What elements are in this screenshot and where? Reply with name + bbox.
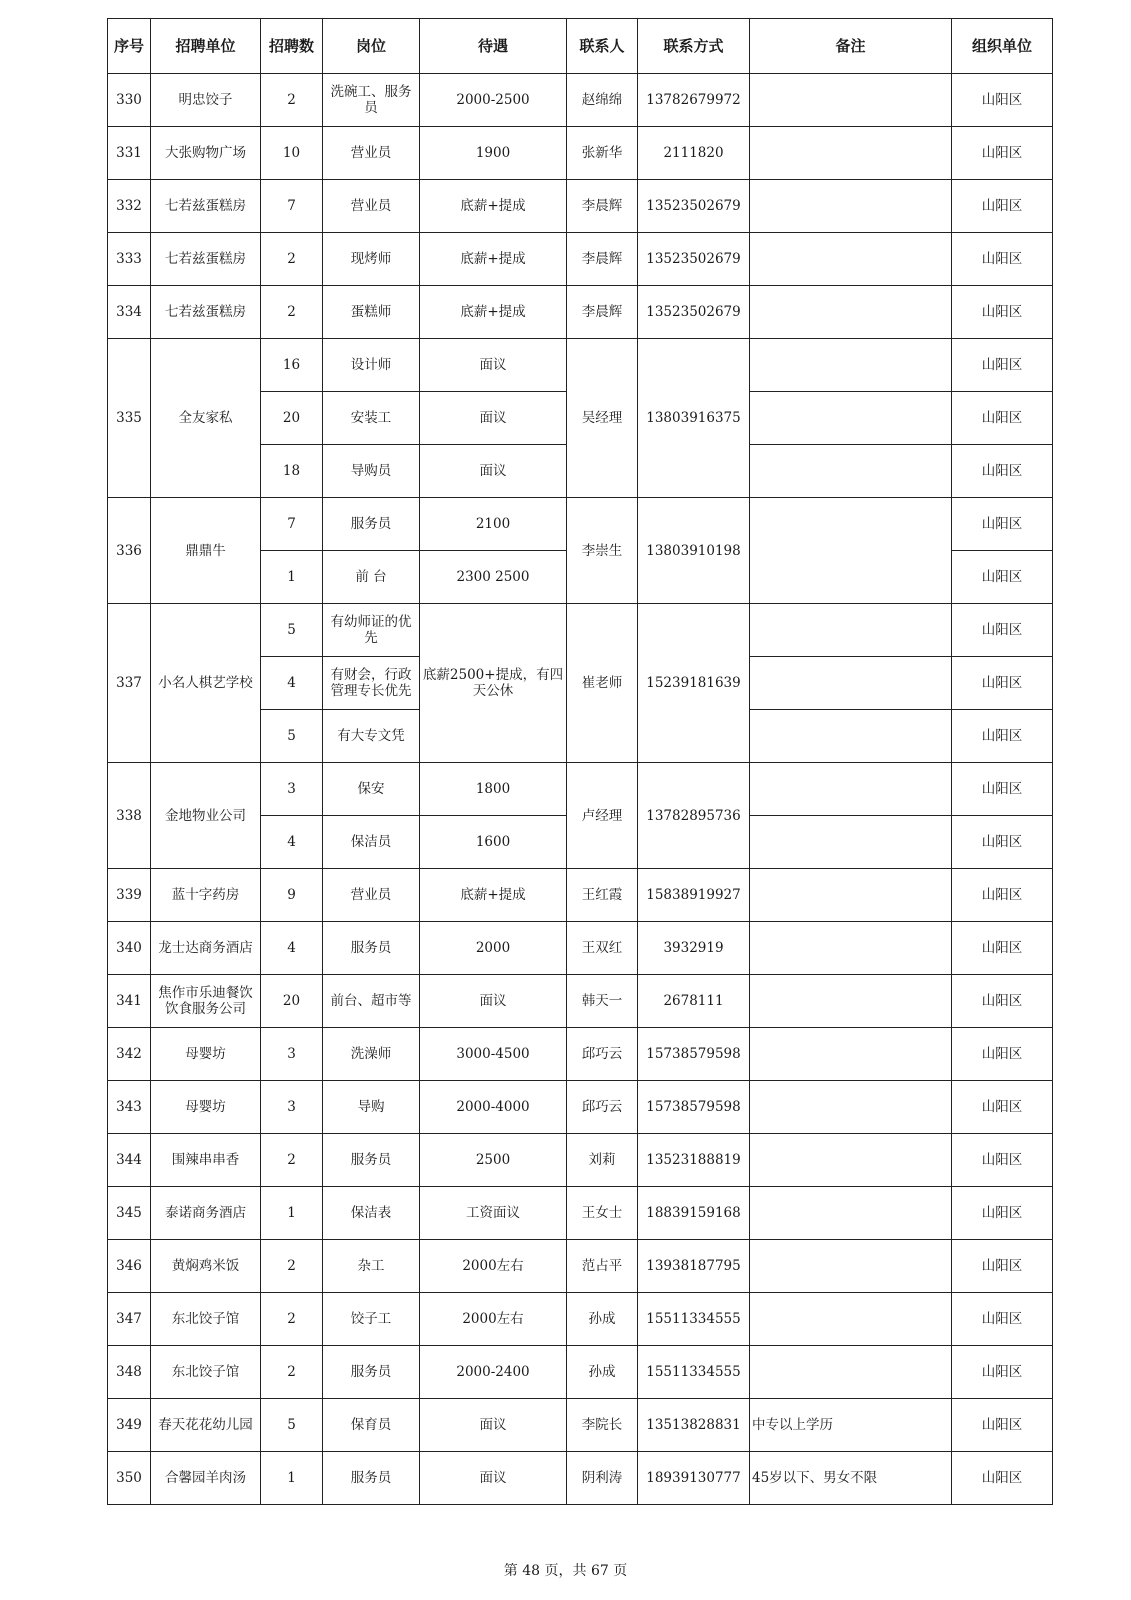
cell-post: 保育员 (323, 1399, 420, 1452)
cell-company: 合馨园羊肉汤 (151, 1452, 261, 1505)
cell-phone: 18839159168 (638, 1187, 750, 1240)
table-row (108, 1028, 1053, 1081)
cell-company: 全友家私 (151, 339, 261, 498)
cell-note (750, 445, 952, 498)
cell-post: 杂工 (323, 1240, 420, 1293)
cell-post: 营业员 (323, 180, 420, 233)
cell-org: 山阳区 (952, 127, 1053, 180)
cell-phone: 13782895736 (638, 763, 750, 869)
cell-count: 7 (261, 180, 323, 233)
cell-phone: 3932919 (638, 922, 750, 975)
cell-contact: 卢经理 (567, 763, 638, 869)
cell-note (750, 975, 952, 1028)
table-row (108, 1081, 1053, 1134)
header-phone: 联系方式 (638, 19, 750, 74)
cell-serial: 333 (108, 233, 151, 286)
cell-note: 45岁以下、男女不限 (750, 1452, 952, 1505)
cell-serial: 339 (108, 869, 151, 922)
cell-count: 3 (261, 1081, 323, 1134)
cell-pay: 1600 (420, 816, 567, 869)
cell-count: 4 (261, 922, 323, 975)
cell-contact: 李晨辉 (567, 180, 638, 233)
cell-org: 山阳区 (952, 1187, 1053, 1240)
cell-contact: 李晨辉 (567, 286, 638, 339)
cell-org: 山阳区 (952, 392, 1053, 445)
cell-contact: 崔老师 (567, 604, 638, 763)
cell-org: 山阳区 (952, 763, 1053, 816)
cell-phone: 18939130777 (638, 1452, 750, 1505)
cell-company: 七若兹蛋糕房 (151, 286, 261, 339)
cell-pay: 2000-2400 (420, 1346, 567, 1399)
cell-pay: 2500 (420, 1134, 567, 1187)
cell-company: 七若兹蛋糕房 (151, 180, 261, 233)
cell-contact: 刘莉 (567, 1134, 638, 1187)
table-row (108, 339, 1053, 392)
cell-contact: 孙成 (567, 1346, 638, 1399)
table-row (108, 1399, 1053, 1452)
cell-note (750, 1081, 952, 1134)
cell-org: 山阳区 (952, 286, 1053, 339)
cell-serial: 340 (108, 922, 151, 975)
cell-company: 小名人棋艺学校 (151, 604, 261, 763)
cell-company: 黄焖鸡米饭 (151, 1240, 261, 1293)
cell-count: 2 (261, 233, 323, 286)
cell-pay: 2000左右 (420, 1240, 567, 1293)
cell-contact: 李崇生 (567, 498, 638, 604)
recruitment-table (107, 18, 1053, 1505)
cell-note (750, 1028, 952, 1081)
cell-org: 山阳区 (952, 710, 1053, 763)
cell-phone: 2111820 (638, 127, 750, 180)
header-org: 组织单位 (952, 19, 1053, 74)
cell-phone: 13782679972 (638, 74, 750, 127)
cell-org: 山阳区 (952, 551, 1053, 604)
table-row (108, 975, 1053, 1028)
header-serial: 序号 (108, 19, 151, 74)
cell-contact: 邱巧云 (567, 1028, 638, 1081)
cell-post: 前 台 (323, 551, 420, 604)
cell-note (750, 180, 952, 233)
cell-note (750, 339, 952, 392)
cell-pay: 底薪+提成 (420, 180, 567, 233)
cell-org: 山阳区 (952, 657, 1053, 710)
cell-serial: 349 (108, 1399, 151, 1452)
cell-note (750, 604, 952, 657)
cell-pay: 2000左右 (420, 1293, 567, 1346)
cell-count: 2 (261, 286, 323, 339)
cell-count: 20 (261, 392, 323, 445)
table-row (108, 74, 1053, 127)
cell-phone: 13523502679 (638, 286, 750, 339)
cell-pay: 2300 2500 (420, 551, 567, 604)
table-row (108, 1293, 1053, 1346)
cell-post: 蛋糕师 (323, 286, 420, 339)
cell-note (750, 127, 952, 180)
cell-contact: 李院长 (567, 1399, 638, 1452)
cell-contact: 范占平 (567, 1240, 638, 1293)
cell-serial: 335 (108, 339, 151, 498)
cell-note (750, 1240, 952, 1293)
cell-post: 保洁员 (323, 816, 420, 869)
cell-company: 鼎鼎牛 (151, 498, 261, 604)
header-row (108, 19, 1053, 74)
cell-org: 山阳区 (952, 1028, 1053, 1081)
cell-post: 有大专文凭 (323, 710, 420, 763)
cell-note (750, 763, 952, 816)
cell-phone: 15738579598 (638, 1081, 750, 1134)
cell-contact: 赵绵绵 (567, 74, 638, 127)
header-note: 备注 (750, 19, 952, 74)
cell-serial: 331 (108, 127, 151, 180)
cell-company: 泰诺商务酒店 (151, 1187, 261, 1240)
cell-pay: 面议 (420, 1452, 567, 1505)
cell-post: 保洁表 (323, 1187, 420, 1240)
cell-pay: 3000-4500 (420, 1028, 567, 1081)
cell-phone: 15838919927 (638, 869, 750, 922)
cell-phone: 13523502679 (638, 180, 750, 233)
cell-post: 保安 (323, 763, 420, 816)
cell-contact: 王红霞 (567, 869, 638, 922)
cell-serial: 348 (108, 1346, 151, 1399)
cell-pay: 2000-2500 (420, 74, 567, 127)
cell-phone: 2678111 (638, 975, 750, 1028)
cell-note (750, 1187, 952, 1240)
cell-phone: 13803910198 (638, 498, 750, 604)
cell-serial: 344 (108, 1134, 151, 1187)
cell-org: 山阳区 (952, 869, 1053, 922)
cell-post: 服务员 (323, 1452, 420, 1505)
page-footer: 第 48 页，共 67 页 (503, 1563, 628, 1579)
cell-count: 1 (261, 551, 323, 604)
cell-count: 4 (261, 657, 323, 710)
table-row (108, 1187, 1053, 1240)
cell-phone: 15511334555 (638, 1346, 750, 1399)
cell-phone: 13523188819 (638, 1134, 750, 1187)
header-post: 岗位 (323, 19, 420, 74)
cell-phone: 15239181639 (638, 604, 750, 763)
cell-company: 东北饺子馆 (151, 1293, 261, 1346)
cell-phone: 13938187795 (638, 1240, 750, 1293)
cell-post: 导购员 (323, 445, 420, 498)
cell-post: 有财会，行政管理专长优先 (323, 657, 420, 710)
cell-pay: 1900 (420, 127, 567, 180)
cell-serial: 330 (108, 74, 151, 127)
cell-post: 安装工 (323, 392, 420, 445)
cell-note: 中专以上学历 (750, 1399, 952, 1452)
cell-org: 山阳区 (952, 604, 1053, 657)
cell-count: 9 (261, 869, 323, 922)
cell-count: 2 (261, 1240, 323, 1293)
cell-pay: 2000-4000 (420, 1081, 567, 1134)
cell-contact: 吴经理 (567, 339, 638, 498)
cell-org: 山阳区 (952, 1346, 1053, 1399)
cell-count: 3 (261, 763, 323, 816)
cell-company: 母婴坊 (151, 1081, 261, 1134)
cell-post: 服务员 (323, 922, 420, 975)
cell-count: 16 (261, 339, 323, 392)
cell-count: 5 (261, 604, 323, 657)
cell-pay: 面议 (420, 445, 567, 498)
cell-count: 18 (261, 445, 323, 498)
cell-post: 服务员 (323, 498, 420, 551)
cell-company: 七若兹蛋糕房 (151, 233, 261, 286)
cell-post: 营业员 (323, 127, 420, 180)
cell-count: 10 (261, 127, 323, 180)
cell-phone: 15511334555 (638, 1293, 750, 1346)
cell-phone: 15738579598 (638, 1028, 750, 1081)
cell-org: 山阳区 (952, 1134, 1053, 1187)
cell-company: 蓝十字药房 (151, 869, 261, 922)
table-row (108, 127, 1053, 180)
cell-pay: 底薪2500+提成，有四天公休 (420, 604, 567, 763)
cell-post: 现烤师 (323, 233, 420, 286)
cell-serial: 345 (108, 1187, 151, 1240)
cell-note (750, 1134, 952, 1187)
cell-post: 前台、超市等 (323, 975, 420, 1028)
cell-serial: 341 (108, 975, 151, 1028)
header-pay: 待遇 (420, 19, 567, 74)
cell-count: 3 (261, 1028, 323, 1081)
cell-note (750, 1346, 952, 1399)
cell-serial: 338 (108, 763, 151, 869)
cell-note (750, 922, 952, 975)
cell-org: 山阳区 (952, 816, 1053, 869)
table-row (108, 180, 1053, 233)
cell-note (750, 233, 952, 286)
cell-company: 母婴坊 (151, 1028, 261, 1081)
table-row (108, 922, 1053, 975)
cell-company: 焦作市乐迪餐饮饮食服务公司 (151, 975, 261, 1028)
cell-org: 山阳区 (952, 1240, 1053, 1293)
table-row (108, 1134, 1053, 1187)
cell-org: 山阳区 (952, 339, 1053, 392)
cell-post: 导购 (323, 1081, 420, 1134)
cell-count: 2 (261, 74, 323, 127)
cell-note (750, 1293, 952, 1346)
cell-count: 5 (261, 710, 323, 763)
cell-serial: 336 (108, 498, 151, 604)
cell-contact: 张新华 (567, 127, 638, 180)
cell-phone: 13513828831 (638, 1399, 750, 1452)
cell-company: 金地物业公司 (151, 763, 261, 869)
cell-note (750, 498, 952, 604)
cell-serial: 342 (108, 1028, 151, 1081)
cell-pay: 1800 (420, 763, 567, 816)
cell-count: 1 (261, 1452, 323, 1505)
cell-company: 春天花花幼儿园 (151, 1399, 261, 1452)
cell-count: 2 (261, 1134, 323, 1187)
cell-pay: 底薪+提成 (420, 233, 567, 286)
cell-company: 围辣串串香 (151, 1134, 261, 1187)
cell-count: 5 (261, 1399, 323, 1452)
cell-pay: 面议 (420, 975, 567, 1028)
cell-post: 饺子工 (323, 1293, 420, 1346)
cell-contact: 王女士 (567, 1187, 638, 1240)
cell-pay: 2000 (420, 922, 567, 975)
cell-count: 2 (261, 1293, 323, 1346)
cell-serial: 346 (108, 1240, 151, 1293)
cell-pay: 工资面议 (420, 1187, 567, 1240)
table-row (108, 763, 1053, 816)
cell-note (750, 816, 952, 869)
table-row (108, 1346, 1053, 1399)
cell-org: 山阳区 (952, 1081, 1053, 1134)
cell-org: 山阳区 (952, 1293, 1053, 1346)
table-row (108, 498, 1053, 551)
cell-note (750, 710, 952, 763)
cell-note (750, 74, 952, 127)
table-row (108, 869, 1053, 922)
cell-org: 山阳区 (952, 445, 1053, 498)
header-contact: 联系人 (567, 19, 638, 74)
cell-pay: 面议 (420, 392, 567, 445)
cell-org: 山阳区 (952, 233, 1053, 286)
cell-note (750, 657, 952, 710)
cell-serial: 332 (108, 180, 151, 233)
table-row (108, 1240, 1053, 1293)
cell-company: 龙士达商务酒店 (151, 922, 261, 975)
cell-serial: 350 (108, 1452, 151, 1505)
cell-pay: 2100 (420, 498, 567, 551)
cell-note (750, 286, 952, 339)
cell-serial: 343 (108, 1081, 151, 1134)
header-company: 招聘单位 (151, 19, 261, 74)
cell-org: 山阳区 (952, 922, 1053, 975)
cell-post: 洗澡师 (323, 1028, 420, 1081)
cell-pay: 面议 (420, 1399, 567, 1452)
table-row (108, 604, 1053, 657)
cell-post: 服务员 (323, 1346, 420, 1399)
cell-serial: 337 (108, 604, 151, 763)
cell-post: 洗碗工、服务员 (323, 74, 420, 127)
cell-phone: 13523502679 (638, 233, 750, 286)
cell-pay: 面议 (420, 339, 567, 392)
cell-count: 7 (261, 498, 323, 551)
cell-count: 1 (261, 1187, 323, 1240)
cell-contact: 韩天一 (567, 975, 638, 1028)
table-row (108, 1452, 1053, 1505)
cell-contact: 阴利涛 (567, 1452, 638, 1505)
cell-count: 4 (261, 816, 323, 869)
cell-org: 山阳区 (952, 975, 1053, 1028)
cell-contact: 孙成 (567, 1293, 638, 1346)
cell-post: 服务员 (323, 1134, 420, 1187)
cell-org: 山阳区 (952, 74, 1053, 127)
cell-company: 大张购物广场 (151, 127, 261, 180)
cell-pay: 底薪+提成 (420, 286, 567, 339)
cell-count: 20 (261, 975, 323, 1028)
cell-count: 2 (261, 1346, 323, 1399)
cell-phone: 13803916375 (638, 339, 750, 498)
cell-post: 营业员 (323, 869, 420, 922)
cell-company: 明忠饺子 (151, 74, 261, 127)
table-row (108, 233, 1053, 286)
cell-org: 山阳区 (952, 1452, 1053, 1505)
cell-contact: 邱巧云 (567, 1081, 638, 1134)
table-row (108, 286, 1053, 339)
cell-serial: 334 (108, 286, 151, 339)
cell-post: 设计师 (323, 339, 420, 392)
cell-contact: 李晨辉 (567, 233, 638, 286)
cell-org: 山阳区 (952, 498, 1053, 551)
cell-org: 山阳区 (952, 180, 1053, 233)
cell-org: 山阳区 (952, 1399, 1053, 1452)
cell-post: 有幼师证的优先 (323, 604, 420, 657)
cell-pay: 底薪+提成 (420, 869, 567, 922)
cell-serial: 347 (108, 1293, 151, 1346)
cell-note (750, 392, 952, 445)
cell-company: 东北饺子馆 (151, 1346, 261, 1399)
header-count: 招聘数 (261, 19, 323, 74)
cell-contact: 王双红 (567, 922, 638, 975)
cell-note (750, 869, 952, 922)
